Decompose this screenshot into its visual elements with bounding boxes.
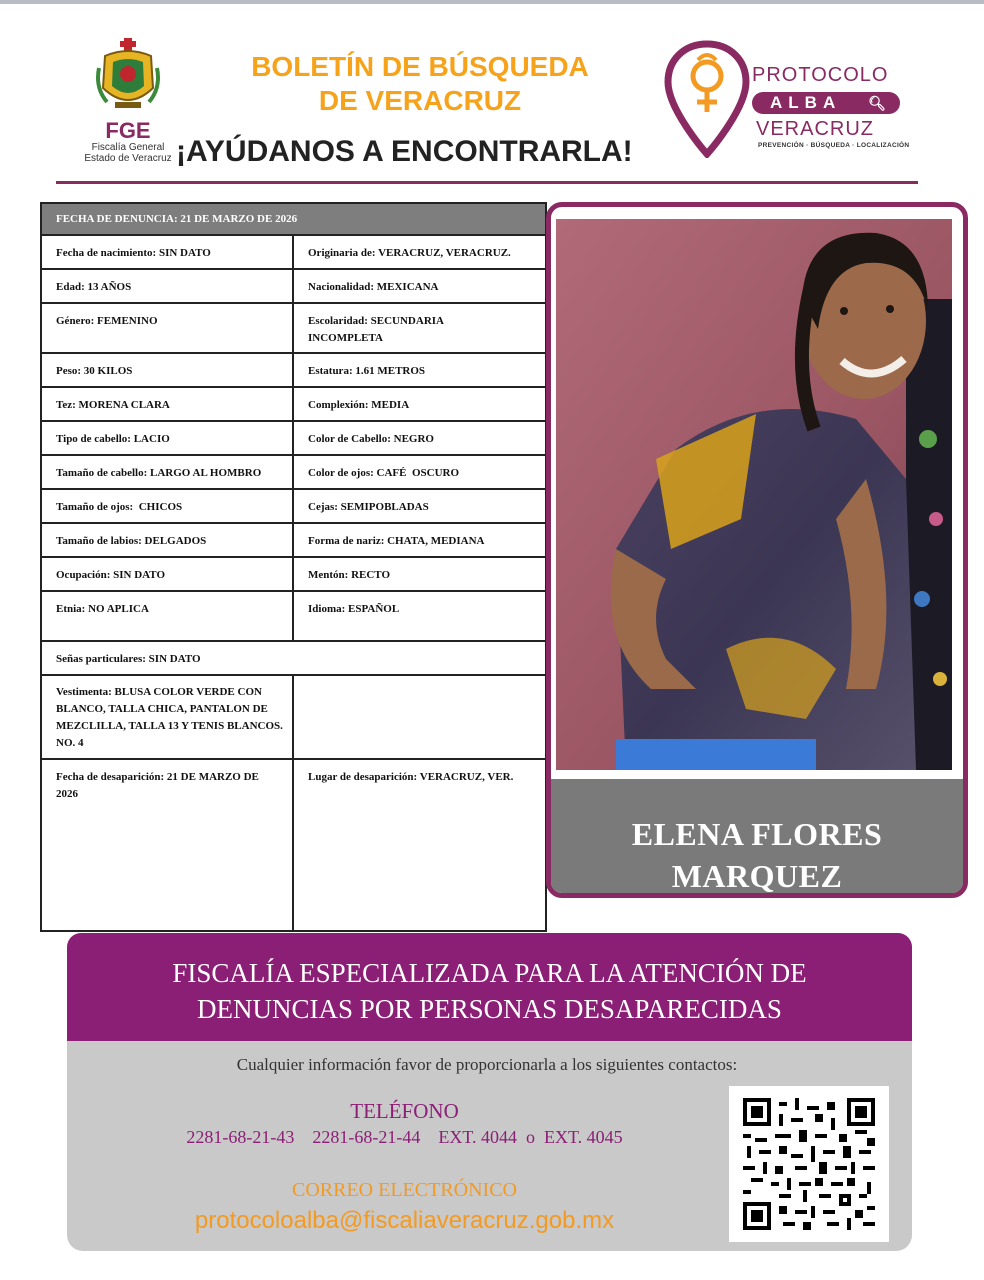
table-cell-left: Tamaño de cabello: LARGO AL HOMBRO	[42, 456, 294, 488]
contact-intro: Cualquier información favor de proporcionarla a los siguientes contactos:	[236, 1055, 738, 1074]
protocolo-alba-pin-icon	[664, 40, 750, 158]
table-row	[42, 760, 545, 932]
table-cell-right: Idioma: ESPAÑOL	[308, 603, 400, 615]
table-cell-left: Fecha de nacimiento: SIN DATO	[42, 236, 294, 268]
clothing-description: Vestimenta: BLUSA COLOR VERDE CON BLANCO, TALLA CHICA, PANTALON DE MEZCLILLA, TALLA 13 Y TENIS BLANCOS. NO. 4	[42, 676, 294, 758]
fge-name-line1: Fiscalía General	[91, 142, 165, 153]
bulletin-title	[200, 50, 640, 118]
report-date: FECHA DE DENUNCIA: 21 DE MARZO DE 2026	[56, 213, 298, 225]
table-cell-right: Forma de nariz: CHATA, MEDIANA	[308, 535, 485, 547]
table-row	[42, 642, 545, 676]
table-row	[42, 388, 545, 422]
person-name-line2: MARQUEZ	[671, 858, 843, 894]
table-cell-right: Color de Cabello: NEGRO	[308, 433, 434, 445]
disappearance-place: Lugar de desaparición: VERACRUZ, VER.	[308, 771, 514, 783]
person-photo-card	[546, 202, 968, 898]
table-row	[42, 304, 545, 354]
report-table	[40, 202, 547, 932]
table-cell-left: Tipo de cabello: LACIO	[42, 422, 294, 454]
fiscalia-banner	[67, 933, 912, 1041]
title-line1: BOLETÍN DE BÚSQUEDA	[251, 51, 589, 82]
protocolo-alba-logo	[664, 40, 914, 160]
table-row	[42, 490, 545, 524]
title-line2: DE VERACRUZ	[318, 85, 522, 116]
table-row	[42, 524, 545, 558]
distinguishing-marks: Señas particulares: SIN DATO	[56, 653, 201, 665]
table-row	[42, 236, 545, 270]
table-cell-right: Estatura: 1.61 METROS	[308, 365, 426, 377]
alba-veracruz-text: VERACRUZ	[756, 118, 875, 140]
table-row	[42, 456, 545, 490]
qr-code-icon	[743, 1098, 875, 1230]
alba-protocolo-text: PROTOCOLO	[752, 64, 889, 86]
table-cell-left: Tamaño de ojos: CHICOS	[42, 490, 294, 522]
person-photo-image	[556, 219, 952, 770]
table-cell-right: Originaria de: VERACRUZ, VERACRUZ.	[308, 247, 511, 259]
fiscalia-line2: DENUNCIAS POR PERSONAS DESAPARECIDAS	[197, 994, 782, 1024]
top-border	[0, 0, 984, 4]
table-row	[42, 354, 545, 388]
table-cell-left: Edad: 13 AÑOS	[42, 270, 294, 302]
phone-numbers[interactable]: 2281-68-21-43 2281-68-21-44 EXT. 4044 o EXT. 4045	[186, 1127, 623, 1147]
fge-crest-icon	[93, 38, 163, 118]
alba-pill	[752, 92, 900, 114]
table-cell-right: Escolaridad: SECUNDARIA INCOMPLETA	[308, 315, 444, 344]
disappearance-date: Fecha de desaparición: 21 DE MARZO DE 2026	[42, 760, 294, 930]
table-cell-empty	[294, 676, 545, 758]
table-cell-right: Nacionalidad: MEXICANA	[308, 281, 439, 293]
table-cell-left: Género: FEMENINO	[42, 304, 294, 352]
fiscalia-line1: FISCALÍA ESPECIALIZADA PARA LA ATENCIÓN DE	[172, 958, 807, 988]
table-header-row	[42, 204, 545, 236]
table-row	[42, 558, 545, 592]
table-cell-right: Complexión: MEDIA	[308, 399, 410, 411]
email-link[interactable]: protocoloalba@fiscaliaveracruz.gob.mx	[194, 1207, 615, 1234]
alba-text: ALBA	[770, 93, 842, 112]
table-cell-left: Tez: MORENA CLARA	[42, 388, 294, 420]
table-row	[42, 676, 545, 760]
contact-section	[67, 1041, 912, 1251]
fge-acronym: FGE	[105, 118, 151, 143]
table-cell-left: Tamaño de labios: DELGADOS	[42, 524, 294, 556]
header-divider	[56, 181, 918, 184]
table-cell-right: Mentón: RECTO	[308, 569, 390, 581]
search-icon: 🔍︎	[868, 95, 886, 111]
table-row	[42, 592, 545, 642]
email-label: CORREO ELECTRÓNICO	[292, 1179, 517, 1201]
table-cell-left: Peso: 30 KILOS	[42, 354, 294, 386]
fge-logo	[78, 38, 178, 168]
table-cell-right: Cejas: SEMIPOBLADAS	[308, 501, 429, 513]
table-cell-left: Etnia: NO APLICA	[42, 592, 294, 640]
alba-tagline: PREVENCIÓN · BÚSQUEDA · LOCALIZACIÓN	[758, 142, 910, 149]
call-to-action: ¡AYÚDANOS A ENCONTRARLA!	[176, 135, 633, 168]
table-row	[42, 270, 545, 304]
phone-label: TELÉFONO	[350, 1099, 459, 1123]
person-name-band	[551, 779, 963, 898]
person-name-line1: ELENA FLORES	[631, 816, 883, 852]
table-cell-right: Color de ojos: CAFÉ OSCURO	[308, 467, 460, 479]
fge-name-line2: Estado de Veracruz	[84, 153, 172, 164]
qr-code[interactable]	[729, 1086, 889, 1242]
person-photo	[556, 219, 952, 770]
table-row	[42, 422, 545, 456]
table-cell-left: Ocupación: SIN DATO	[42, 558, 294, 590]
